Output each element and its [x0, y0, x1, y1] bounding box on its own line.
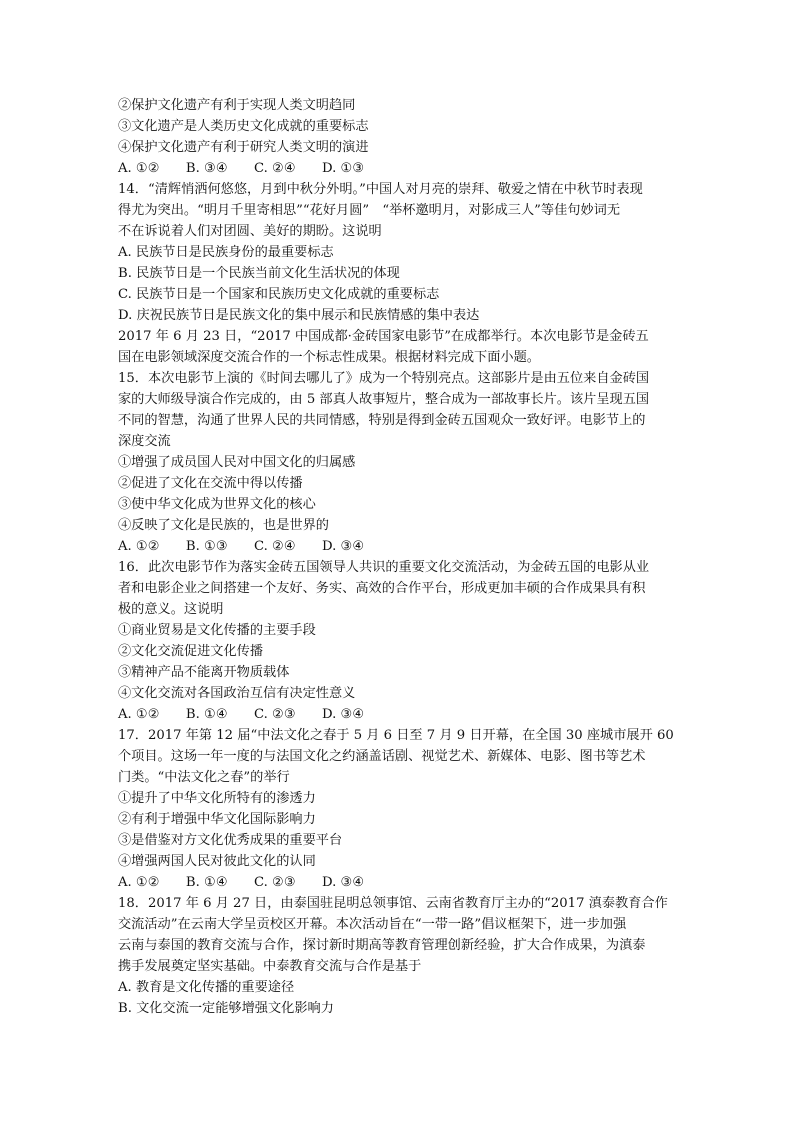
text-line: B. 民族节日是一个民族当前文化生活状况的体现 [118, 266, 400, 281]
text-line: 不在诉说着人们对团圆、美好的期盼。这说明 [118, 224, 382, 239]
text-line: 14．“清辉悄洒何悠悠，月到中秋分外明。”中国人对月亮的崇拜、敬爱之情在中秋节时表现 [118, 182, 643, 197]
text-line: 极的意义。这说明 [118, 602, 224, 617]
text-line: 得尤为突出。“明月千里寄相思”“花好月圆” “举杯邀明月，对影成三人”等佳句妙词无 [118, 203, 621, 218]
text-line: 15．本次电影节上演的《时间去哪儿了》成为一个特别亮点。这部影片是由五位来自金砖国 [118, 371, 650, 386]
text-line: A. 民族节日是民族身份的最重要标志 [118, 245, 334, 260]
text-line: 国在电影领域深度交流合作的一个标志性成果。根据材料完成下面小题。 [118, 350, 540, 365]
text-line: A. ①② B. ①④ C. ②③ D. ③④ [118, 707, 365, 722]
text-line: ②保护文化遗产有利于实现人类文明趋同 [118, 98, 356, 113]
text-line: ③精神产品不能离开物质载体 [118, 665, 290, 680]
text-line: 深度交流 [118, 434, 171, 449]
text-line: A. ①② B. ①③ C. ②④ D. ③④ [118, 539, 365, 554]
text-line: 不同的智慧，沟通了世界人民的共同情感，特别是得到金砖五国观众一致好评。电影节上的 [118, 413, 646, 428]
text-line: 交流活动”在云南大学呈贡校区开幕。本次活动旨在“一带一路”倡议框架下，进一步加强 [118, 917, 627, 932]
text-line: A. 教育是文化传播的重要途径 [118, 980, 295, 995]
text-line: ④增强两国人民对彼此文化的认同 [118, 854, 316, 869]
text-line: C. 民族节日是一个国家和民族历史文化成就的重要标志 [118, 287, 440, 302]
text-line: 门类。“中法文化之春”的举行 [118, 770, 290, 785]
text-line: ②有利于增强中华文化国际影响力 [118, 812, 316, 827]
text-line: 者和电影企业之间搭建一个友好、务实、高效的合作平台，形成更加丰硕的合作成果具有积 [118, 581, 646, 596]
text-line: ④反映了文化是民族的，也是世界的 [118, 518, 329, 533]
text-line: 16．此次电影节作为落实金砖五国领导人共识的重要文化交流活动，为金砖五国的电影从业 [118, 560, 650, 575]
text-line: 家的大师级导演合作完成的，由 5 部真人故事短片，整合成为一部故事长片。该片呈现五国 [118, 392, 650, 407]
text-line: ③使中华文化成为世界文化的核心 [118, 497, 316, 512]
text-line: ④文化交流对各国政治互信有决定性意义 [118, 686, 356, 701]
text-line: ③是借鉴对方文化优秀成果的重要平台 [118, 833, 343, 848]
text-line: ①提升了中华文化所特有的渗透力 [118, 791, 316, 806]
text-line: 云南与泰国的教育交流与合作，探讨新时期高等教育管理创新经验，扩大合作成果，为滇泰 [118, 938, 646, 953]
text-line: ④保护文化遗产有利于研究人类文明的演进 [118, 140, 369, 155]
text-line: ②文化交流促进文化传播 [118, 644, 264, 659]
exam-page [118, 95, 680, 1019]
text-line: 18．2017 年 6 月 27 日，由泰国驻昆明总领事馆、云南省教育厅主办的“2017 滇泰教育合作 [118, 896, 668, 911]
text-line: ①商业贸易是文化传播的主要手段 [118, 623, 316, 638]
text-line: B. 文化交流一定能够增强文化影响力 [118, 1001, 334, 1016]
text-line: 携手发展奠定坚实基础。中泰教育交流与合作是基于 [118, 959, 422, 974]
text-line: ②促进了文化在交流中得以传播 [118, 476, 303, 491]
text-line: A. ①② B. ③④ C. ②④ D. ①③ [118, 161, 365, 176]
text-line: 个项目。这场一年一度的与法国文化之约涵盖话剧、视觉艺术、新媒体、电影、图书等艺术 [118, 749, 646, 764]
text-line: A. ①② B. ①④ C. ②③ D. ③④ [118, 875, 365, 890]
text-line: ①增强了成员国人民对中国文化的归属感 [118, 455, 356, 470]
text-line: D. 庆祝民族节日是民族文化的集中展示和民族情感的集中表达 [118, 308, 480, 323]
text-line: 17．2017 年第 12 届“中法文化之春于 5 月 6 日至 7 月 9 日开幕，在全国 30 座城市展开 60 [118, 728, 674, 743]
text-line: ③文化遗产是人类历史文化成就的重要标志 [118, 119, 369, 134]
text-line: 2017 年 6 月 23 日，“2017 中国成都·金砖国家电影节”在成都举行。本次电影节是金砖五 [118, 329, 649, 344]
